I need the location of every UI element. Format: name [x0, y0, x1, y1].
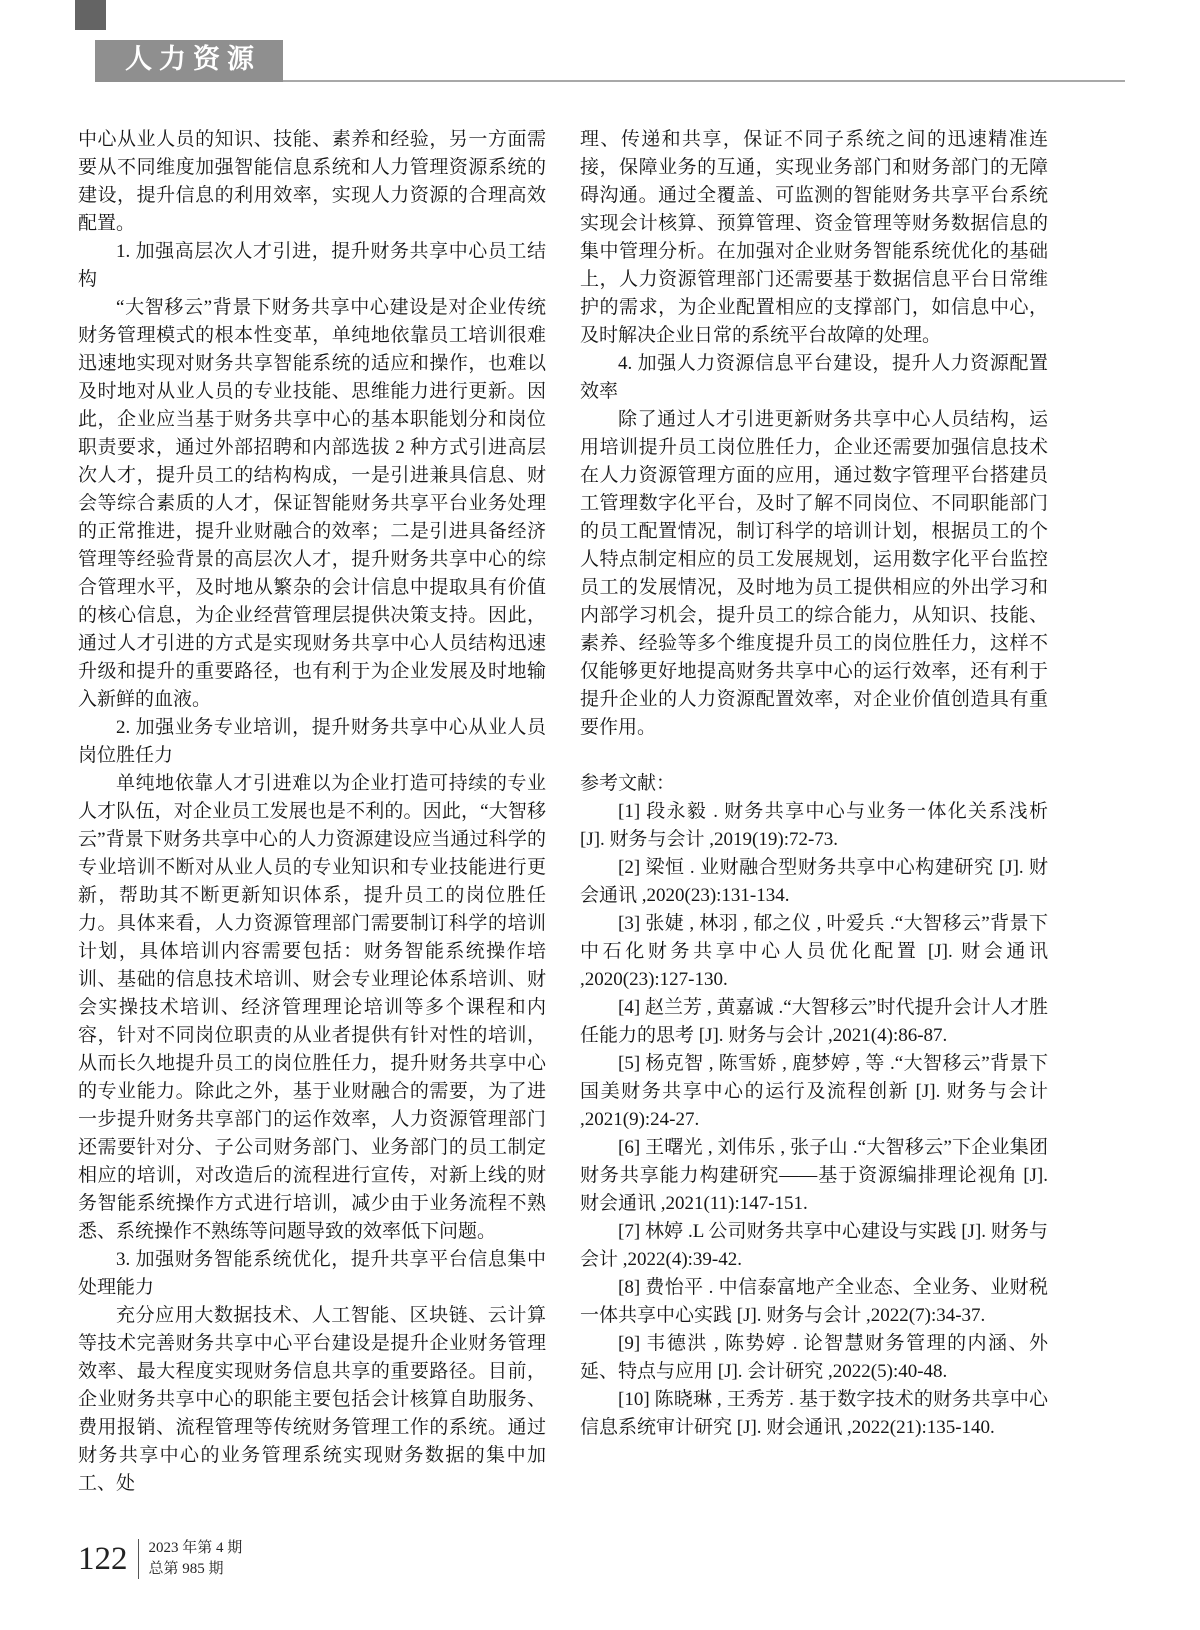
paragraph: 充分应用大数据技术、人工智能、区块链、云计算等技术完善财务共享中心平台建设是提升企业财务管理效率、最大程度实现财务信息共享的重要路径。目前，企业财务共享中心的职能主要包括会计核算自助服务、费用报销、流程管理等传统财务管理工作的系统。通过财务共享中心的业务管理系统实现财务数据的集中加工、处 [78, 1305, 546, 1494]
reference-item: [7] 林婷 .L 公司财务共享中心建设与实践 [J]. 财务与会计 ,2022(4):39-42. [580, 1221, 1048, 1270]
references-heading: 参考文献： [580, 773, 676, 794]
paragraph: “大智移云”背景下财务共享中心建设是对企业传统财务管理模式的根本性变革，单纯地依靠员工培训很难迅速地实现对财务共享智能系统的适应和操作，也难以及时地对从业人员的专业技能、思维能力进行更新。因此，企业应当基于财务共享中心的基本职能划分和岗位职责要求，通过外部招聘和内部选拔 2 种方式引进高层次人才，提升员工的结构构成，一是引进兼具信息、财会等综合素质的人才，保证智能财务共享平台业务处理的正常推进，提升业财融合的效率；二是引进具备经济管理等经验背景的高层次人才，提升财务共享中心的综合管理水平，及时地从繁杂的会计信息中提取具有价值的核心信息，为企业经营管理层提供决策支持。因此，通过人才引进的方式是实现财务共享中心人员结构迅速升级和提升的重要路径，也有利于为企业发展及时地输入新鲜的血液。 [78, 297, 546, 710]
issue-line: 2023 年第 4 期 [148, 1540, 243, 1556]
corner-mark [75, 0, 106, 30]
volume-line: 总第 985 期 [148, 1561, 224, 1577]
page-number: 122 [78, 1540, 128, 1577]
section-heading-3: 3. 加强财务智能系统优化，提升共享平台信息集中处理能力 [78, 1249, 546, 1298]
reference-item: [8] 费怡平 . 中信泰富地产全业态、全业务、业财税一体共享中心实践 [J]. 财务与会计 ,2022(7):34-37. [580, 1277, 1048, 1326]
page-footer [78, 1538, 242, 1580]
section-title: 人力资源 [95, 40, 283, 82]
article-body [78, 126, 1048, 1498]
paragraph: 除了通过人才引进更新财务共享中心人员结构，运用培训提升员工岗位胜任力，企业还需要加强信息技术在人力资源管理方面的应用，通过数字管理平台搭建员工管理数字化平台，及时了解不同岗位、不同职能部门的员工配置情况，制订科学的培训计划，根据员工的个人特点制定相应的员工发展规划，运用数字化平台监控员工的发展情况，及时地为员工提供相应的外出学习和内部学习机会，提升员工的综合能力，从知识、技能、素养、经验等多个维度提升员工的岗位胜任力，这样不仅能够更好地提高财务共享中心的运行效率，还有利于提升企业的人力资源配置效率，对企业价值创造具有重要作用。 [580, 409, 1048, 738]
reference-item: [4] 赵兰芳 , 黄嘉诚 .“大智移云”时代提升会计人才胜任能力的思考 [J]. 财务与会计 ,2021(4):86-87. [580, 997, 1048, 1046]
reference-item: [1] 段永毅 . 财务共享中心与业务一体化关系浅析 [J]. 财务与会计 ,2019(19):72-73. [580, 801, 1048, 850]
footer-divider [138, 1539, 139, 1579]
reference-item: [3] 张婕 , 林羽 , 郁之仪 , 叶爱兵 .“大智移云”背景下中石化财务共享中心人员优化配置 [J]. 财会通讯 ,2020(23):127-130. [580, 913, 1048, 990]
right-column [580, 126, 1048, 1498]
paragraph-continuation: 理、传递和共享，保证不同子系统之间的迅速精准连接，保障业务的互通，实现业务部门和财务部门的无障碍沟通。通过全覆盖、可监测的智能财务共享平台系统实现会计核算、预算管理、资金管理等财务数据信息的集中管理分析。在加强对企业财务智能系统优化的基础上，人力资源管理部门还需要基于数据信息平台日常维护的需求，为企业配置相应的支撑部门，如信息中心，及时解决企业日常的系统平台故障的处理。 [580, 129, 1048, 346]
issue-info [149, 1538, 243, 1580]
paragraph: 单纯地依靠人才引进难以为企业打造可持续的专业人才队伍，对企业员工发展也是不利的。因此，“大智移云”背景下财务共享中心的人力资源建设应当通过科学的专业培训不断对从业人员的专业知识和专业技能进行更新，帮助其不断更新知识体系，提升员工的岗位胜任力。具体来看，人力资源管理部门需要制订科学的培训计划，具体培训内容需要包括：财务智能系统操作培训、基础的信息技术培训、财会专业理论体系培训、财会实操技术培训、经济管理理论培训等多个课程和内容，针对不同岗位职责的从业者提供有针对性的培训，从而长久地提升员工的岗位胜任力，提升财务共享中心的专业能力。除此之外，基于业财融合的需要，为了进一步提升财务共享部门的运作效率，人力资源管理部门还需要针对分、子公司财务部门、业务部门的员工制定相应的培训，对改造后的流程进行宣传，对新上线的财务智能系统操作方式进行培训，减少由于业务流程不熟悉、系统操作不熟练等问题导致的效率低下问题。 [78, 773, 546, 1242]
reference-item: [10] 陈晓琳 , 王秀芳 . 基于数字技术的财务共享中心信息系统审计研究 [J]. 财会通讯 ,2022(21):135-140. [580, 1389, 1048, 1438]
section-heading-2: 2. 加强业务专业培训，提升财务共享中心从业人员岗位胜任力 [78, 717, 546, 766]
section-header [95, 40, 1125, 82]
reference-item: [5] 杨克智 , 陈雪娇 , 鹿梦婷 , 等 .“大智移云”背景下国美财务共享中心的运行及流程创新 [J]. 财务与会计 ,2021(9):24-27. [580, 1053, 1048, 1130]
reference-item: [6] 王曙光 , 刘伟乐 , 张子山 .“大智移云”下企业集团财务共享能力构建研究——基于资源编排理论视角 [J]. 财会通讯 ,2021(11):147-151. [580, 1137, 1048, 1214]
reference-item: [2] 梁恒 . 业财融合型财务共享中心构建研究 [J]. 财会通讯 ,2020(23):131-134. [580, 857, 1048, 906]
paragraph-continuation: 中心从业人员的知识、技能、素养和经验，另一方面需要从不同维度加强智能信息系统和人力管理资源系统的建设，提升信息的利用效率，实现人力资源的合理高效配置。 [78, 129, 546, 234]
left-column [78, 126, 546, 1498]
header-rule [283, 80, 1125, 82]
section-heading-4: 4. 加强人力资源信息平台建设，提升人力资源配置效率 [580, 353, 1048, 402]
reference-item: [9] 韦德洪 , 陈势婷 . 论智慧财务管理的内涵、外延、特点与应用 [J]. 会计研究 ,2022(5):40-48. [580, 1333, 1048, 1382]
section-heading-1: 1. 加强高层次人才引进，提升财务共享中心员工结构 [78, 241, 546, 290]
